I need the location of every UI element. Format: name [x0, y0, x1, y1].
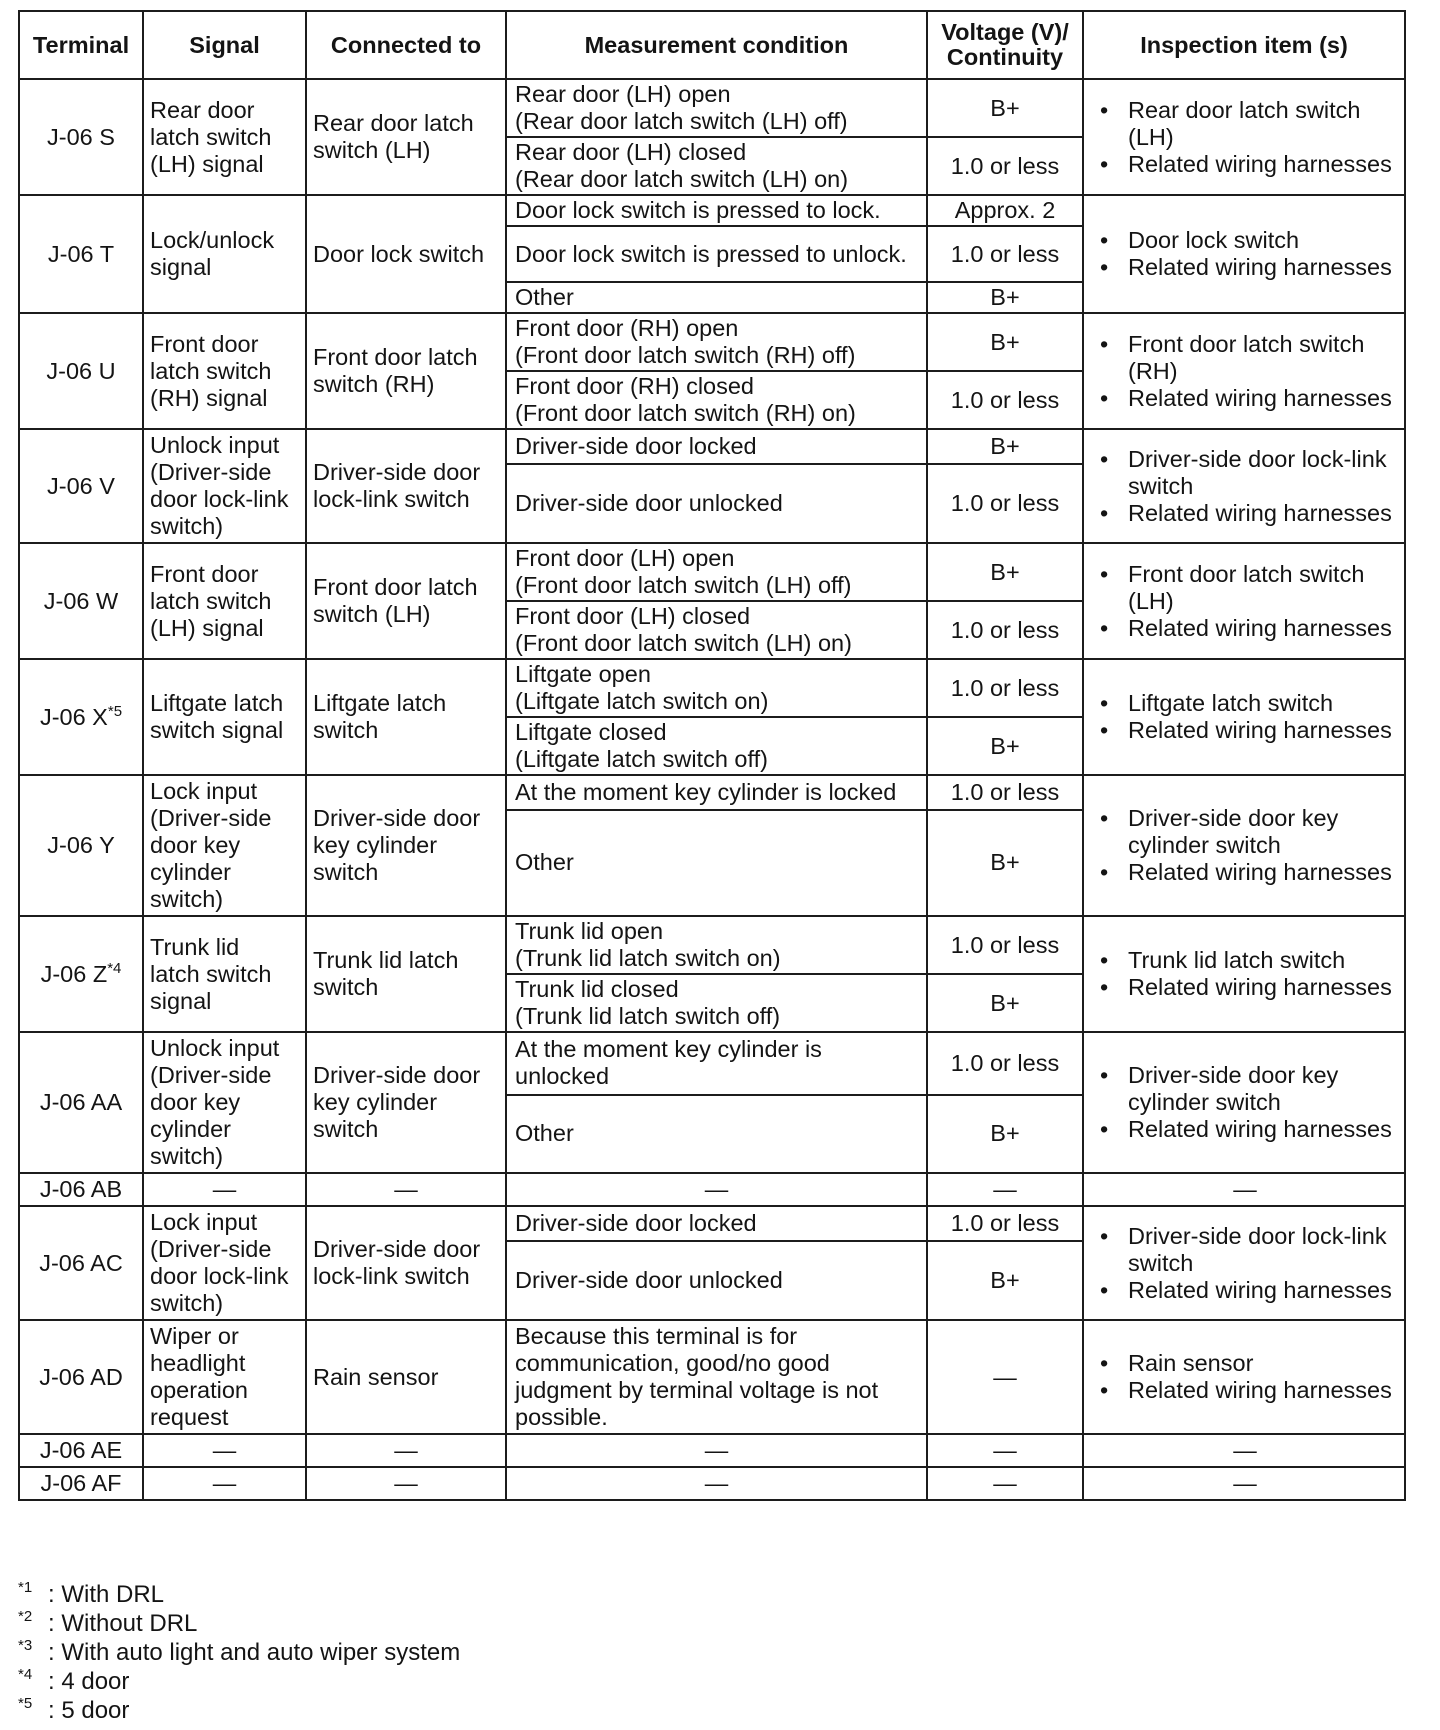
signal-cell: Lock input (Driver-side door key cylinder switch)	[143, 775, 306, 916]
voltage-value-cell: B+	[927, 717, 1083, 775]
inspection-item: • Liftgate latch switch	[1092, 690, 1398, 717]
inspection-item: • Rear door latch switch (LH)	[1092, 97, 1398, 151]
connected-to-cell: Rain sensor	[306, 1320, 506, 1434]
connected-to-cell: Front door latch switch (RH)	[306, 313, 506, 429]
connected-to-cell: —	[306, 1173, 506, 1206]
voltage-value-cell: 1.0 or less	[927, 601, 1083, 659]
terminal-id: J-06 V	[47, 472, 115, 499]
signal-cell: Lock input (Driver-side door lock-link switch)	[143, 1206, 306, 1320]
terminal-table	[18, 10, 1406, 1501]
inspection-list	[1092, 227, 1398, 281]
voltage-value-cell: 1.0 or less	[927, 226, 1083, 282]
header-inspection-items: Inspection item (s)	[1083, 11, 1405, 79]
inspection-list	[1092, 947, 1398, 1001]
table-body	[19, 79, 1405, 1500]
signal-cell: Trunk lid latch switch signal	[143, 916, 306, 1032]
inspection-items-cell: —	[1083, 1467, 1405, 1500]
voltage-value-cell: B+	[927, 1241, 1083, 1320]
terminal-cell	[19, 1434, 143, 1467]
terminal-id: J-06 AE	[39, 1437, 123, 1463]
inspection-item: • Related wiring harnesses	[1092, 1116, 1398, 1143]
voltage-value-cell: B+	[927, 543, 1083, 601]
terminal-cell	[19, 79, 143, 195]
voltage-value-cell: 1.0 or less	[927, 1032, 1083, 1095]
measurement-condition-cell: Front door (RH) closed (Front door latch switch (RH) on)	[506, 371, 927, 429]
voltage-value-cell: —	[927, 1434, 1083, 1467]
inspection-item: • Related wiring harnesses	[1092, 1277, 1398, 1304]
measurement-condition-cell: Because this terminal is for communication, good/no good judgment by terminal voltage is not possible.	[506, 1320, 927, 1434]
voltage-value-cell: 1.0 or less	[927, 137, 1083, 195]
header-voltage-continuity: Voltage (V)/ Continuity	[927, 11, 1083, 79]
footnote: $^{*5}$ : 5 door	[18, 1695, 130, 1724]
inspection-item: • Rain sensor	[1092, 1350, 1398, 1377]
inspection-items-cell	[1083, 1206, 1405, 1320]
connected-to-cell: Front door latch switch (LH)	[306, 543, 506, 659]
signal-cell: Front door latch switch (LH) signal	[143, 543, 306, 659]
inspection-list	[1092, 331, 1398, 412]
footnote: $^{*2}$ : Without DRL	[18, 1608, 198, 1637]
inspection-item: • Front door latch switch (LH)	[1092, 561, 1398, 615]
table-row	[19, 1032, 1405, 1095]
measurement-condition-cell: Trunk lid open (Trunk lid latch switch on)	[506, 916, 927, 974]
terminal-id: J-06 W	[43, 587, 119, 614]
inspection-item: • Related wiring harnesses	[1092, 500, 1398, 527]
inspection-list	[1092, 1223, 1398, 1304]
inspection-item: • Driver-side door lock-link switch	[1092, 1223, 1398, 1277]
connected-to-cell: Driver-side door lock-link switch	[306, 1206, 506, 1320]
footnote: $^{*4}$ : 4 door	[18, 1666, 130, 1695]
measurement-condition-cell: Driver-side door locked	[506, 429, 927, 464]
terminal-cell	[19, 1320, 143, 1434]
table-row	[19, 659, 1405, 717]
voltage-value-cell: —	[927, 1173, 1083, 1206]
inspection-item: • Front door latch switch (RH)	[1092, 331, 1398, 385]
terminal-id: J-06 AA	[39, 1089, 123, 1115]
inspection-items-cell	[1083, 195, 1405, 313]
footnote-text: : 4 door	[48, 1668, 130, 1695]
inspection-item: • Related wiring harnesses	[1092, 717, 1398, 744]
measurement-condition-cell: At the moment key cylinder is unlocked	[506, 1032, 927, 1095]
inspection-items-cell	[1083, 916, 1405, 1032]
terminal-id: J-06 U	[46, 357, 116, 384]
footnote: $^{*3}$ : With auto light and auto wiper system	[18, 1637, 461, 1666]
measurement-condition-cell: Driver-side door unlocked	[506, 1241, 927, 1320]
voltage-value-cell: B+	[927, 1095, 1083, 1173]
table-row	[19, 1434, 1405, 1467]
measurement-condition-cell: Other	[506, 1095, 927, 1173]
connected-to-cell: Driver-side door lock-link switch	[306, 429, 506, 543]
voltage-value-cell: 1.0 or less	[927, 916, 1083, 974]
voltage-value-cell: B+	[927, 313, 1083, 371]
terminal-cell	[19, 1032, 143, 1173]
measurement-condition-cell: Front door (LH) closed (Front door latch switch (LH) on)	[506, 601, 927, 659]
header-terminal: Terminal	[19, 11, 143, 79]
connected-to-cell: Liftgate latch switch	[306, 659, 506, 775]
table-row	[19, 1173, 1405, 1206]
connected-to-cell: Driver-side door key cylinder switch	[306, 775, 506, 916]
voltage-value-cell: —	[927, 1320, 1083, 1434]
inspection-item: • Related wiring harnesses	[1092, 615, 1398, 642]
terminal-id: J-06 S	[47, 123, 115, 150]
measurement-condition-cell: Front door (RH) open (Front door latch switch (RH) off)	[506, 313, 927, 371]
terminal-cell	[19, 1206, 143, 1320]
terminal-id: J-06 X	[39, 703, 108, 730]
voltage-value-cell: 1.0 or less	[927, 371, 1083, 429]
table-row	[19, 79, 1405, 137]
inspection-items-cell	[1083, 659, 1405, 775]
table-row	[19, 429, 1405, 464]
footnotes	[18, 1580, 460, 1725]
terminal-id: J-06 AB	[39, 1176, 123, 1202]
inspection-list	[1092, 97, 1398, 178]
connected-to-cell: Trunk lid latch switch	[306, 916, 506, 1032]
table-row	[19, 543, 1405, 601]
signal-cell: Unlock input (Driver-side door lock-link switch)	[143, 429, 306, 543]
signal-cell: —	[143, 1173, 306, 1206]
header-measurement-condition: Measurement condition	[506, 11, 927, 79]
terminal-footnote-mark: *5	[107, 702, 123, 720]
terminal-cell	[19, 775, 143, 916]
inspection-item: • Related wiring harnesses	[1092, 1377, 1398, 1404]
voltage-value-cell: B+	[927, 282, 1083, 313]
header-row	[19, 11, 1405, 79]
inspection-item: • Driver-side door key cylinder switch	[1092, 1062, 1398, 1116]
inspection-item: • Trunk lid latch switch	[1092, 947, 1398, 974]
terminal-id: J-06 Y	[47, 832, 115, 858]
inspection-items-cell	[1083, 1032, 1405, 1173]
voltage-value-cell: B+	[927, 810, 1083, 916]
terminal-cell	[19, 543, 143, 659]
inspection-list	[1092, 1350, 1398, 1404]
inspection-item: • Related wiring harnesses	[1092, 385, 1398, 412]
table-row	[19, 916, 1405, 974]
measurement-condition-cell: Door lock switch is pressed to unlock.	[506, 226, 927, 282]
measurement-condition-cell: —	[506, 1467, 927, 1500]
footnote: $^{*1}$ : With DRL	[18, 1579, 165, 1608]
table-row	[19, 313, 1405, 371]
terminal-cell	[19, 429, 143, 543]
table-row	[19, 195, 1405, 226]
header-signal: Signal	[143, 11, 306, 79]
measurement-condition-cell: Rear door (LH) closed (Rear door latch switch (LH) on)	[506, 137, 927, 195]
inspection-items-cell	[1083, 775, 1405, 916]
voltage-value-cell: 1.0 or less	[927, 464, 1083, 543]
inspection-list	[1092, 446, 1398, 527]
inspection-item: • Driver-side door key cylinder switch	[1092, 805, 1398, 859]
footnote-text: : With DRL	[48, 1581, 165, 1608]
terminal-cell	[19, 1173, 143, 1206]
terminal-cell	[19, 1467, 143, 1500]
terminal-cell	[19, 313, 143, 429]
inspection-item: • Driver-side door lock-link switch	[1092, 446, 1398, 500]
signal-cell: Unlock input (Driver-side door key cylinder switch)	[143, 1032, 306, 1173]
inspection-list	[1092, 690, 1398, 744]
terminal-cell	[19, 916, 143, 1032]
inspection-item: • Related wiring harnesses	[1092, 151, 1398, 178]
signal-cell: Front door latch switch (RH) signal	[143, 313, 306, 429]
measurement-condition-cell: At the moment key cylinder is locked	[506, 775, 927, 810]
connected-to-cell: Door lock switch	[306, 195, 506, 313]
measurement-condition-cell: Door lock switch is pressed to lock.	[506, 195, 927, 226]
header-connected-to: Connected to	[306, 11, 506, 79]
terminal-id: J-06 T	[47, 240, 115, 267]
inspection-items-cell	[1083, 79, 1405, 195]
terminal-inspection-sheet	[18, 10, 1404, 1501]
inspection-list	[1092, 561, 1398, 642]
terminal-cell	[19, 195, 143, 313]
terminal-id: J-06 AF	[40, 1470, 122, 1496]
voltage-value-cell: —	[927, 1467, 1083, 1500]
voltage-value-cell: B+	[927, 974, 1083, 1032]
voltage-value-cell: B+	[927, 79, 1083, 137]
measurement-condition-cell: Front door (LH) open (Front door latch switch (LH) off)	[506, 543, 927, 601]
inspection-item: • Related wiring harnesses	[1092, 859, 1398, 886]
terminal-id: J-06 Z	[40, 960, 108, 987]
inspection-list	[1092, 805, 1398, 886]
table-row	[19, 775, 1405, 810]
table-row	[19, 1467, 1405, 1500]
measurement-condition-cell: —	[506, 1173, 927, 1206]
voltage-value-cell: 1.0 or less	[927, 659, 1083, 717]
inspection-items-cell	[1083, 313, 1405, 429]
inspection-items-cell	[1083, 429, 1405, 543]
signal-cell: —	[143, 1434, 306, 1467]
terminal-id: J-06 AC	[39, 1249, 123, 1276]
table-row	[19, 1320, 1405, 1434]
inspection-list	[1092, 1062, 1398, 1143]
terminal-footnote-mark: *4	[107, 959, 122, 977]
measurement-condition-cell: Liftgate open (Liftgate latch switch on)	[506, 659, 927, 717]
measurement-condition-cell: Driver-side door locked	[506, 1206, 927, 1241]
voltage-value-cell: 1.0 or less	[927, 1206, 1083, 1241]
inspection-item: • Door lock switch	[1092, 227, 1398, 254]
connected-to-cell: Driver-side door key cylinder switch	[306, 1032, 506, 1173]
voltage-value-cell: B+	[927, 429, 1083, 464]
footnote-text: : Without DRL	[48, 1610, 198, 1637]
voltage-value-cell: 1.0 or less	[927, 775, 1083, 810]
inspection-items-cell	[1083, 543, 1405, 659]
signal-cell: Lock/unlock signal	[143, 195, 306, 313]
table-row	[19, 1206, 1405, 1241]
measurement-condition-cell: Rear door (LH) open (Rear door latch switch (LH) off)	[506, 79, 927, 137]
inspection-items-cell: —	[1083, 1173, 1405, 1206]
terminal-id: J-06 AD	[39, 1363, 123, 1390]
footnote-text: : With auto light and auto wiper system	[48, 1639, 461, 1666]
inspection-item: • Related wiring harnesses	[1092, 974, 1398, 1001]
voltage-value-cell: Approx. 2	[927, 195, 1083, 226]
inspection-items-cell: —	[1083, 1434, 1405, 1467]
signal-cell: Wiper or headlight operation request	[143, 1320, 306, 1434]
connected-to-cell: —	[306, 1467, 506, 1500]
inspection-item: • Related wiring harnesses	[1092, 254, 1398, 281]
measurement-condition-cell: Other	[506, 282, 927, 313]
inspection-items-cell	[1083, 1320, 1405, 1434]
measurement-condition-cell: Driver-side door unlocked	[506, 464, 927, 543]
measurement-condition-cell: Other	[506, 810, 927, 916]
signal-cell: Rear door latch switch (LH) signal	[143, 79, 306, 195]
terminal-cell	[19, 659, 143, 775]
measurement-condition-cell: Liftgate closed (Liftgate latch switch off)	[506, 717, 927, 775]
signal-cell: Liftgate latch switch signal	[143, 659, 306, 775]
measurement-condition-cell: Trunk lid closed (Trunk lid latch switch off)	[506, 974, 927, 1032]
footnote-text: : 5 door	[48, 1697, 130, 1724]
signal-cell: —	[143, 1467, 306, 1500]
measurement-condition-cell: —	[506, 1434, 927, 1467]
connected-to-cell: Rear door latch switch (LH)	[306, 79, 506, 195]
connected-to-cell: —	[306, 1434, 506, 1467]
